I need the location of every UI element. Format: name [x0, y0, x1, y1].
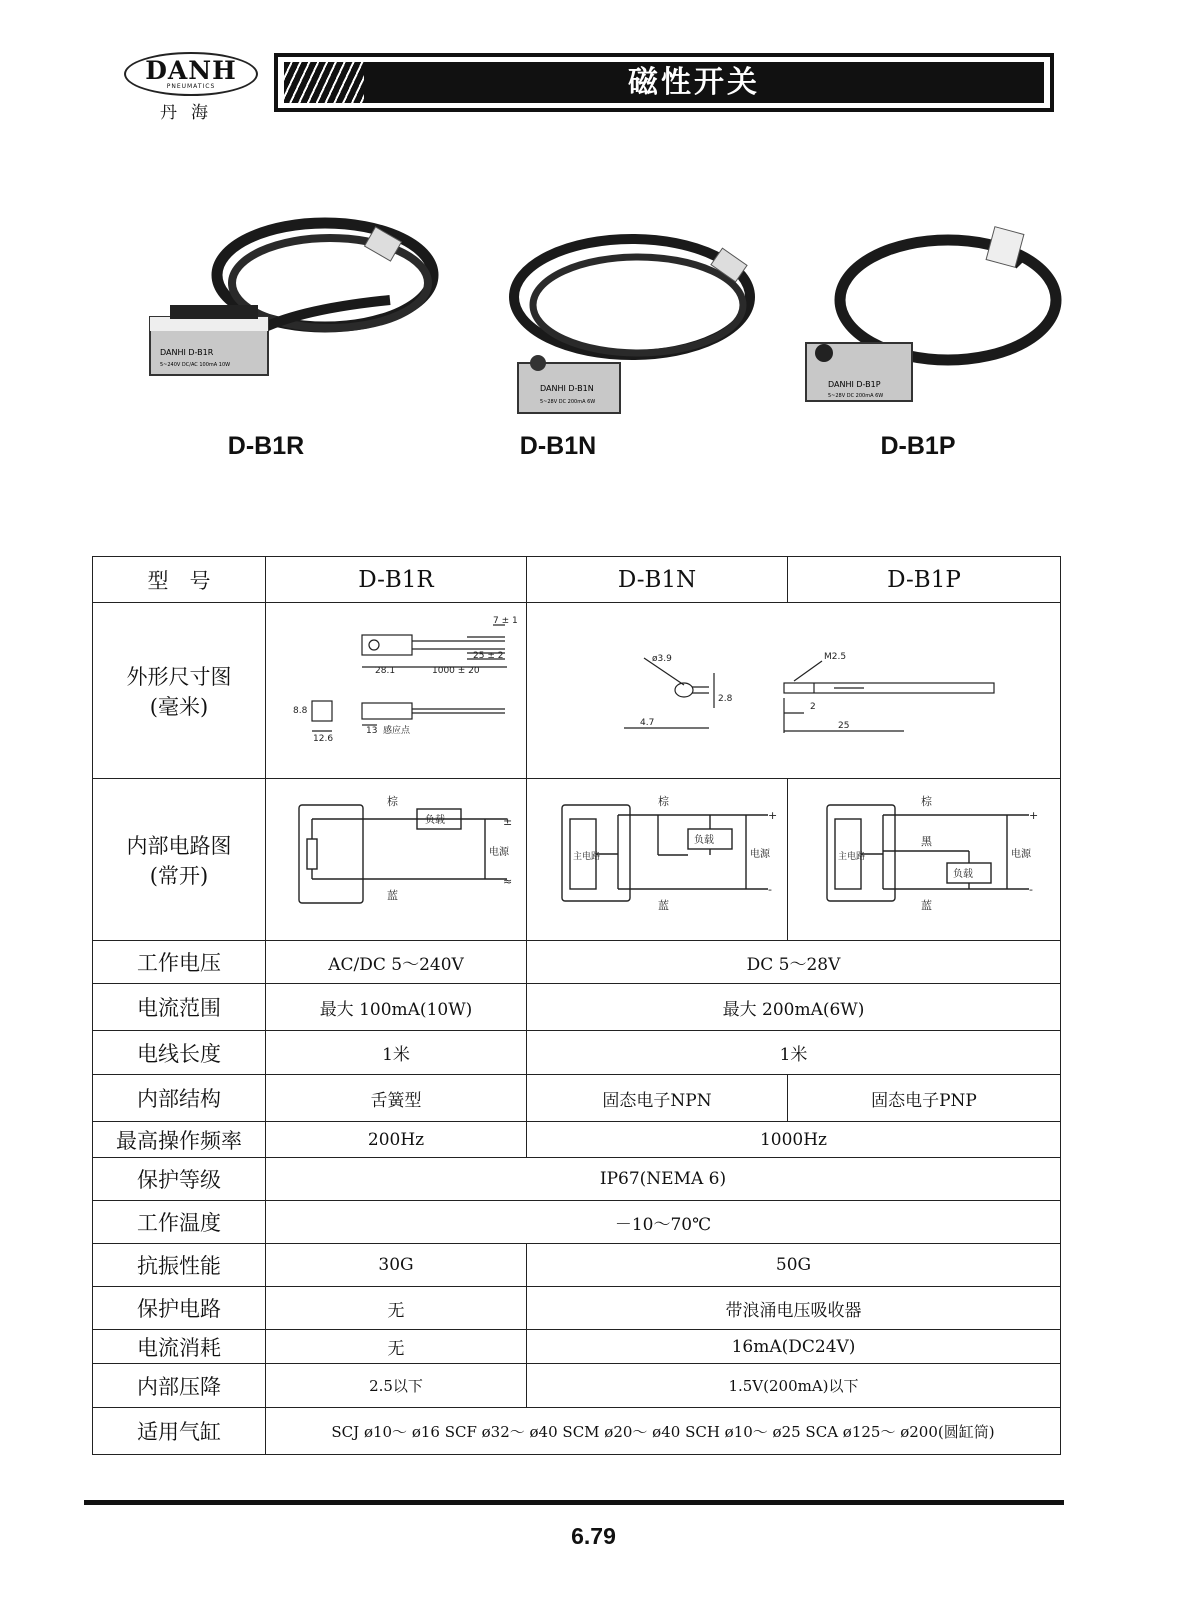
circuit-protect-dc: 带浪涌电压吸收器: [527, 1287, 1061, 1330]
b1p-plus: +: [1029, 809, 1039, 822]
dim-b1n-2: 2: [809, 702, 816, 712]
voltage-b1r: AC/DC 5～240V: [266, 941, 527, 984]
dim-b1n-47: 4.7: [639, 718, 654, 728]
row-label-cable: 电线长度: [93, 1031, 266, 1075]
b1n-main-circuit: 主电路: [573, 852, 601, 862]
circuit-label-line1: 内部电路图: [126, 833, 232, 858]
b1n-wire-brown: 棕: [658, 795, 669, 808]
logo-subtext: PNEUMATICS: [166, 83, 216, 90]
b1p-minus: -: [1029, 883, 1033, 896]
circuit-diagram-b1r: [266, 779, 527, 941]
photo-label-b1r: DANHI D-B1R: [160, 348, 214, 357]
structure-b1r: 舌簧型: [266, 1075, 527, 1122]
table-row: [93, 941, 1061, 984]
table-row: [93, 1330, 1061, 1364]
dimension-drawing-b1n-b1p: [527, 603, 1061, 779]
dimension-drawing-b1r: [266, 603, 527, 779]
spec-table: [92, 556, 1061, 1455]
circuit-svg-b1p: [789, 779, 1059, 935]
table-row-circuits: [93, 779, 1061, 941]
row-label-cylinders: 适用气缸: [93, 1408, 266, 1455]
row-label-structure: 内部结构: [93, 1075, 266, 1122]
dim-b1r-88: 8.8: [293, 706, 308, 716]
dim-b1n-m25: M2.5: [823, 652, 846, 662]
photo-label-b1p: DANHI D-B1P: [828, 380, 881, 389]
cable-dc: 1米: [527, 1031, 1061, 1075]
frequency-b1r: 200Hz: [266, 1122, 527, 1158]
dim-b1r-13: 13: [366, 726, 378, 736]
row-label-current: 电流范围: [93, 984, 266, 1031]
cylinders-all: SCJ ø10～ ø16 SCF ø32～ ø40 SCM ø20～ ø40 SCH ø10～ ø25 SCA ø125～ ø200(圆缸筒): [266, 1408, 1061, 1455]
circuit-protect-b1r: 无: [266, 1287, 527, 1330]
b1n-plus: +: [768, 809, 778, 822]
frequency-dc: 1000Hz: [527, 1122, 1061, 1158]
voltage-drop-dc: 1.5V(200mA)以下: [527, 1364, 1061, 1408]
vibration-b1r: 30G: [266, 1244, 527, 1287]
dim-b1r-7: 7 ± 1: [493, 616, 518, 626]
circuit-diagram-b1p: [788, 779, 1061, 941]
b1r-wire-brown: 棕: [387, 795, 398, 808]
table-row: [93, 1158, 1061, 1201]
vibration-dc: 50G: [527, 1244, 1061, 1287]
b1p-wire-black: 黑: [921, 835, 932, 848]
dim-b1r-126: 12.6: [313, 734, 334, 744]
circuit-label-line2: (常开): [149, 863, 209, 888]
dim-b1r-1000: 1000 ± 20: [432, 666, 480, 676]
logo-text: DANH: [145, 56, 237, 85]
b1p-load: 负载: [953, 869, 973, 880]
b1r-minus: ≈: [503, 875, 513, 888]
dimension-label-line2: (毫米): [149, 694, 209, 719]
structure-b1n: 固态电子NPN: [527, 1075, 788, 1122]
table-row: [93, 1075, 1061, 1122]
dimension-svg-b1r: [267, 603, 525, 773]
b1r-load: 负载: [425, 815, 445, 826]
logo-chinese: 丹海: [160, 103, 222, 123]
photo-spec-b1r: 5~240V DC/AC 100mA 10W: [160, 362, 231, 368]
circuit-diagram-b1n: [527, 779, 788, 941]
dim-b1n-phi: ø3.9: [651, 654, 672, 664]
table-row: [93, 984, 1061, 1031]
b1n-minus: -: [768, 883, 772, 896]
structure-b1p: 固态电子PNP: [788, 1075, 1061, 1122]
row-label-voltage: 工作电压: [93, 941, 266, 984]
row-label-protection: 保护等级: [93, 1158, 266, 1201]
photo-label-b1n: DANHI D-B1N: [540, 384, 594, 393]
row-label-circuit-protect: 保护电路: [93, 1287, 266, 1330]
b1n-load: 负载: [694, 835, 714, 846]
table-row: [93, 1408, 1061, 1455]
model-label: 型 号: [93, 557, 266, 603]
b1p-wire-blue: 蓝: [921, 899, 932, 912]
b1p-power: 电源: [1011, 849, 1031, 860]
brand-logo: [124, 52, 260, 122]
protection-all: IP67(NEMA 6): [266, 1158, 1061, 1201]
dim-b1n-28: 2.8: [717, 694, 732, 704]
dim-b1r-28: 28.1: [375, 666, 396, 676]
footer-rule: [84, 1500, 1064, 1505]
consumption-b1r: 无: [266, 1330, 527, 1364]
title-bar: [274, 53, 1054, 112]
table-row: [93, 1244, 1061, 1287]
cable-b1r: 1米: [266, 1031, 527, 1075]
page-title: 磁性开关: [628, 65, 760, 100]
current-dc: 最大 200mA(6W): [527, 984, 1061, 1031]
b1p-main-circuit: 主电路: [838, 852, 866, 862]
b1r-wire-blue: 蓝: [387, 889, 398, 902]
dimension-label: [93, 603, 266, 779]
table-row: [93, 1122, 1061, 1158]
table-row: [93, 1364, 1061, 1408]
model-b1p: D-B1P: [788, 557, 1061, 603]
table-row: [93, 1287, 1061, 1330]
row-label-frequency: 最高操作频率: [93, 1122, 266, 1158]
photo-spec-b1n: 5~28V DC 200mA 6W: [540, 399, 596, 405]
voltage-drop-b1r: 2.5以下: [266, 1364, 527, 1408]
row-label-vibration: 抗振性能: [93, 1244, 266, 1287]
dim-b1r-25: 25 ± 2: [473, 651, 504, 661]
b1p-wire-brown: 棕: [921, 795, 932, 808]
table-row: [93, 1201, 1061, 1244]
product-photo-b1r: [140, 205, 450, 420]
row-label-voltage-drop: 内部压降: [93, 1364, 266, 1408]
voltage-dc: DC 5～28V: [527, 941, 1061, 984]
table-row-header: [93, 557, 1061, 603]
dimension-label-line1: 外形尺寸图: [126, 664, 232, 689]
b1n-wire-blue: 蓝: [658, 899, 669, 912]
circuit-svg-b1n: [528, 779, 786, 935]
consumption-dc: 16mA(DC24V): [527, 1330, 1061, 1364]
page-number: 6.79: [571, 1523, 616, 1549]
b1r-power: 电源: [489, 847, 509, 858]
table-row: [93, 1031, 1061, 1075]
model-b1n: D-B1N: [527, 557, 788, 603]
dim-b1n-25: 25: [837, 721, 849, 731]
dim-b1r-sense: 感应点: [383, 726, 411, 736]
dimension-svg-b1n: [534, 603, 1054, 773]
product-photo-b1n: [500, 225, 780, 420]
temperature-all: －10～70℃: [266, 1201, 1061, 1244]
b1n-power: 电源: [750, 849, 770, 860]
caption-b1r: D-B1R: [227, 432, 305, 460]
b1r-plus: ±: [503, 815, 513, 828]
current-b1r: 最大 100mA(10W): [266, 984, 527, 1031]
circuit-svg-b1r: [267, 779, 525, 935]
row-label-temperature: 工作温度: [93, 1201, 266, 1244]
caption-b1n: D-B1N: [519, 432, 597, 460]
photo-spec-b1p: 5~28V DC 200mA 6W: [828, 393, 884, 399]
caption-b1p: D-B1P: [880, 432, 956, 460]
model-b1r: D-B1R: [266, 557, 527, 603]
circuit-label: [93, 779, 266, 941]
row-label-consumption: 电流消耗: [93, 1330, 266, 1364]
table-row-dimensions: [93, 603, 1061, 779]
product-photo-b1p: [800, 225, 1080, 415]
